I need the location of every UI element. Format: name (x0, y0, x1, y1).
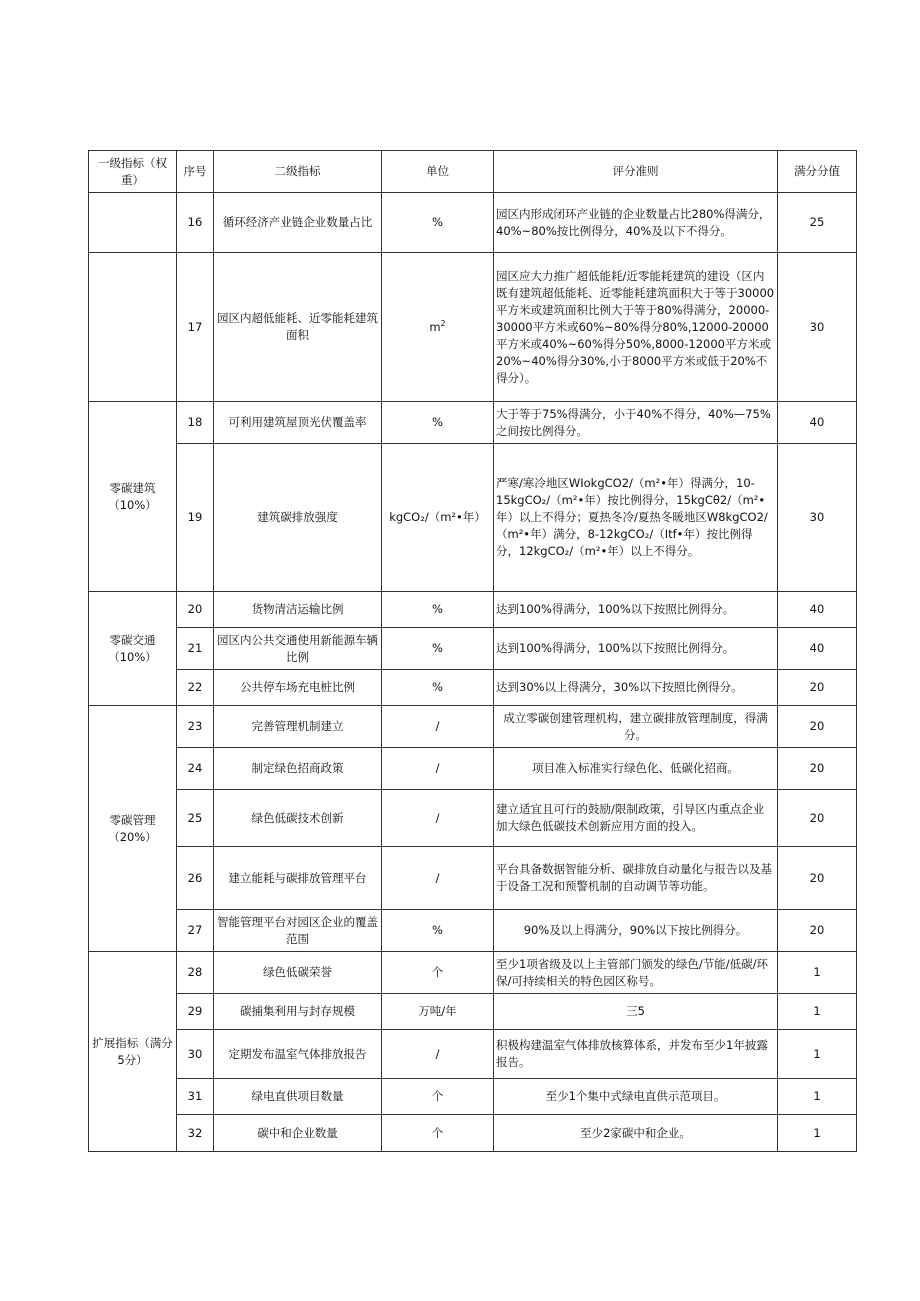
row-score: 30 (778, 253, 857, 402)
row-unit: kgCO₂/（m²•年） (382, 444, 494, 592)
row-indicator: 定期发布温室气体排放报告 (214, 1030, 382, 1079)
row-score: 40 (778, 402, 857, 444)
row-score: 1 (778, 1030, 857, 1079)
row-unit: % (382, 592, 494, 628)
row-unit: / (382, 706, 494, 748)
table-row (89, 1115, 857, 1152)
row-seq: 25 (177, 790, 214, 847)
row-seq: 29 (177, 994, 214, 1030)
group-extension: 扩展指标（满分5分） (89, 952, 177, 1152)
row-criteria: 三5 (494, 994, 778, 1030)
row-indicator: 建筑碳排放强度 (214, 444, 382, 592)
row-score: 20 (778, 790, 857, 847)
table-row (89, 592, 857, 628)
table-row (89, 670, 857, 706)
row-unit: 个 (382, 952, 494, 994)
row-unit: / (382, 847, 494, 910)
row-indicator: 建立能耗与碳排放管理平台 (214, 847, 382, 910)
row-criteria: 平台具备数据智能分析、碳排放自动量化与报告以及基于设备工况和预警机制的自动调节等功能。 (494, 847, 778, 910)
row-indicator: 公共停车场充电桩比例 (214, 670, 382, 706)
row-seq: 22 (177, 670, 214, 706)
header-level1: 一级指标（权重） (89, 151, 177, 193)
group-cell-blank (89, 253, 177, 402)
row-unit: / (382, 748, 494, 790)
row-criteria: 至少2家碳中和企业。 (494, 1115, 778, 1152)
row-criteria: 项目准入标准实行绿色化、低碳化招商。 (494, 748, 778, 790)
row-indicator: 绿色低碳技术创新 (214, 790, 382, 847)
row-criteria: 达到100%得满分，100%以下按照比例得分。 (494, 592, 778, 628)
row-indicator: 绿色低碳荣誉 (214, 952, 382, 994)
row-criteria: 积极构建温室气体排放核算体系，并发布至少1年披露报告。 (494, 1030, 778, 1079)
row-seq: 16 (177, 193, 214, 253)
table-row (89, 402, 857, 444)
row-unit: 万吨/年 (382, 994, 494, 1030)
table-row (89, 952, 857, 994)
unit-superscript: 2 (440, 318, 446, 328)
row-seq: 32 (177, 1115, 214, 1152)
row-indicator: 货物清洁运输比例 (214, 592, 382, 628)
row-score: 40 (778, 592, 857, 628)
row-seq: 23 (177, 706, 214, 748)
table-row (89, 748, 857, 790)
table-row (89, 994, 857, 1030)
row-seq: 28 (177, 952, 214, 994)
row-criteria: 大于等于75%得满分，小于40%不得分，40%—75%之间按比例得分。 (494, 402, 778, 444)
row-indicator: 园区内公共交通使用新能源车辆比例 (214, 628, 382, 670)
row-seq: 17 (177, 253, 214, 402)
group-zero-carbon-building: 零碳建筑（10%） (89, 402, 177, 592)
table-row (89, 1079, 857, 1115)
row-seq: 30 (177, 1030, 214, 1079)
header-full-score: 满分分值 (778, 151, 857, 193)
row-score: 25 (778, 193, 857, 253)
row-unit: % (382, 402, 494, 444)
row-score: 1 (778, 994, 857, 1030)
row-seq: 26 (177, 847, 214, 910)
group-zero-carbon-management: 零碳管理（20%） (89, 706, 177, 952)
row-indicator: 完善管理机制建立 (214, 706, 382, 748)
table-row (89, 790, 857, 847)
header-row (89, 151, 857, 193)
group-zero-carbon-transport: 零碳交通（10%） (89, 592, 177, 706)
row-indicator: 园区内超低能耗、近零能耗建筑面积 (214, 253, 382, 402)
row-criteria: 90%及以上得满分，90%以下按比例得分。 (494, 910, 778, 952)
row-criteria: 达到100%得满分，100%以下按照比例得分。 (494, 628, 778, 670)
table-row (89, 628, 857, 670)
row-seq: 21 (177, 628, 214, 670)
row-unit: 个 (382, 1079, 494, 1115)
table-row (89, 847, 857, 910)
header-level2: 二级指标 (214, 151, 382, 193)
row-criteria: 成立零碳创建管理机构，建立碳排放管理制度，得满分。 (494, 706, 778, 748)
row-criteria: 至少1个集中式绿电直供示范项目。 (494, 1079, 778, 1115)
row-seq: 24 (177, 748, 214, 790)
row-indicator: 循环经济产业链企业数量占比 (214, 193, 382, 253)
row-unit (382, 253, 494, 402)
table-row (89, 706, 857, 748)
row-indicator: 绿电直供项目数量 (214, 1079, 382, 1115)
row-unit: % (382, 628, 494, 670)
row-indicator: 碳中和企业数量 (214, 1115, 382, 1152)
table-row (89, 1030, 857, 1079)
row-unit: % (382, 910, 494, 952)
row-score: 20 (778, 910, 857, 952)
row-criteria: 达到30%以上得满分，30%以下按照比例得分。 (494, 670, 778, 706)
row-seq: 20 (177, 592, 214, 628)
row-seq: 27 (177, 910, 214, 952)
unit-base: m (429, 319, 441, 334)
row-indicator: 可利用建筑屋顶光伏覆盖率 (214, 402, 382, 444)
row-score: 40 (778, 628, 857, 670)
row-score: 1 (778, 1115, 857, 1152)
row-score: 30 (778, 444, 857, 592)
row-seq: 31 (177, 1079, 214, 1115)
row-unit: / (382, 1030, 494, 1079)
row-seq: 19 (177, 444, 214, 592)
header-criteria: 评分准则 (494, 151, 778, 193)
scoring-table (88, 150, 857, 1152)
row-score: 20 (778, 748, 857, 790)
row-score: 20 (778, 847, 857, 910)
row-score: 1 (778, 952, 857, 994)
row-unit: % (382, 670, 494, 706)
row-indicator: 制定绿色招商政策 (214, 748, 382, 790)
row-score: 20 (778, 706, 857, 748)
row-criteria: 园区内形成闭环产业链的企业数量占比280%得满分，40%~80%按比例得分，40%及以下不得分。 (494, 193, 778, 253)
row-seq: 18 (177, 402, 214, 444)
table-row (89, 193, 857, 253)
header-seq: 序号 (177, 151, 214, 193)
table-row (89, 444, 857, 592)
header-unit: 单位 (382, 151, 494, 193)
row-unit: 个 (382, 1115, 494, 1152)
row-score: 20 (778, 670, 857, 706)
table-row (89, 910, 857, 952)
row-indicator: 碳捕集利用与封存规模 (214, 994, 382, 1030)
row-unit: / (382, 790, 494, 847)
row-criteria: 严寒/寒冷地区WIokgCO2/（m²•年）得满分，10-15kgCO₂/（m²•年）按比例得分，15kgCθ2/（m²•年）以上不得分；夏热冬冷/夏热冬暖地区W8kgCO2/（m²•年）满分，8-12kgCO₂/（Itf•年）按比例得分，12kgCO₂/（m²•年）以上不得分。 (494, 444, 778, 592)
table-row (89, 253, 857, 402)
group-cell-blank (89, 193, 177, 253)
row-indicator: 智能管理平台对园区企业的覆盖范围 (214, 910, 382, 952)
row-score: 1 (778, 1079, 857, 1115)
row-criteria: 园区应大力推广超低能耗/近零能耗建筑的建设（区内既有建筑超低能耗、近零能耗建筑面积大于等于30000平方米或建筑面积比例大于等于80%得满分，20000-30000平方米或60%~80%得分80%,12000-20000平方米或40%~60%得分50%,8000-12000平方米或20%~40%得分30%,小于8000平方米或低于20%不得分）。 (494, 253, 778, 402)
row-criteria: 至少1项省级及以上主管部门颁发的绿色/节能/低碳/环保/可持续相关的特色园区称号。 (494, 952, 778, 994)
row-unit: % (382, 193, 494, 253)
row-criteria: 建立适宜且可行的鼓励/限制政策，引导区内重点企业加大绿色低碳技术创新应用方面的投入。 (494, 790, 778, 847)
